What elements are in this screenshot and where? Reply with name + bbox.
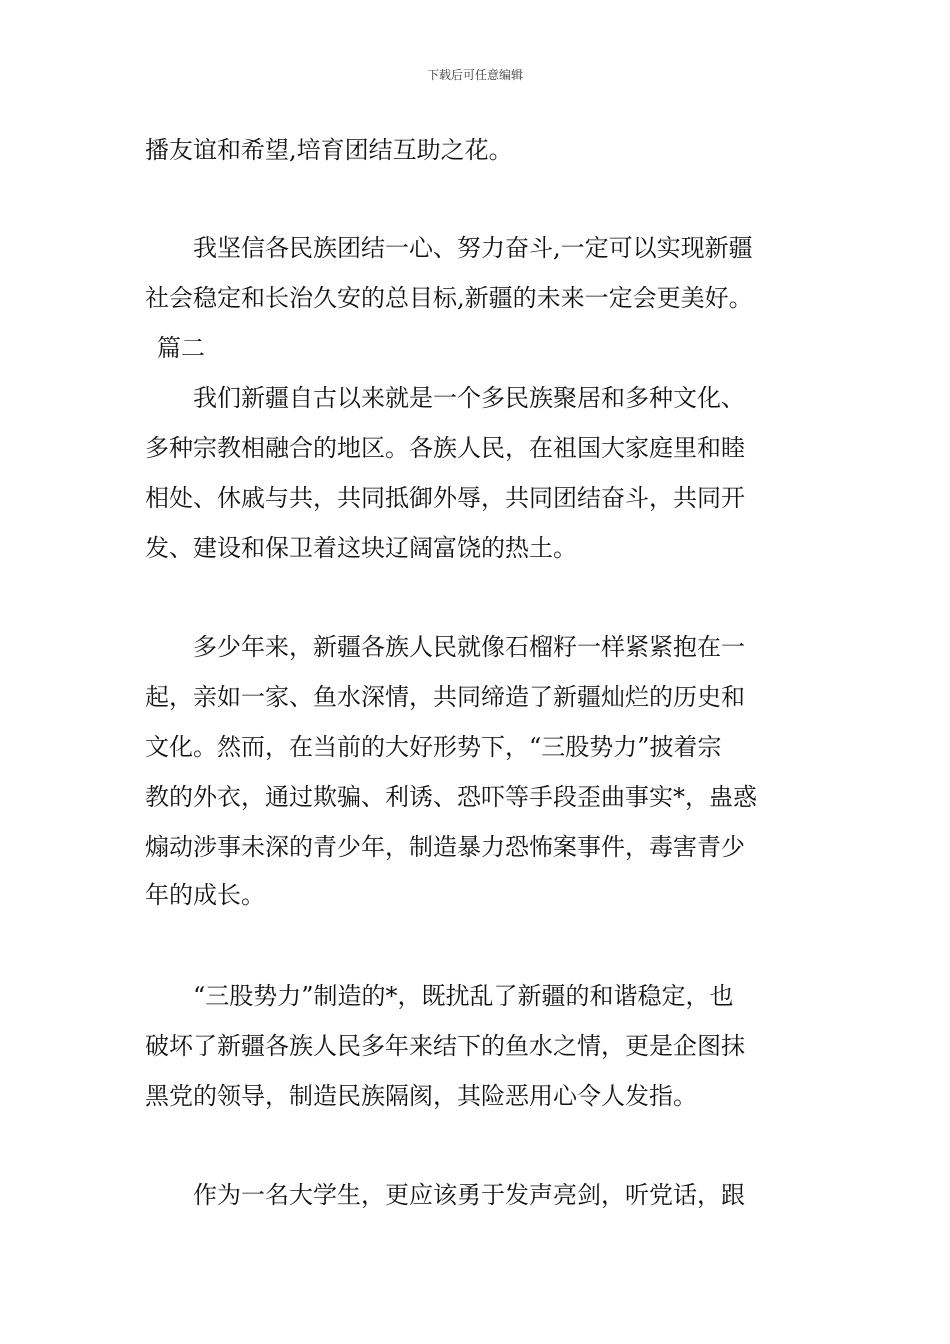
body-line: 播友谊和希望,培育团结互助之花。 [145,136,513,164]
body-line: 多种宗教相融合的地区。各族人民，在祖国大家庭里和睦 [145,434,745,462]
body-line: 破坏了新疆各族人民多年来结下的鱼水之情，更是企图抹 [145,1032,745,1060]
body-line: 年的成长。 [145,881,265,909]
body-line: 多少年来，新疆各族人民就像石榴籽一样紧紧抱在一 [145,633,745,661]
page-header-note: 下载后可任意编辑 [426,68,523,82]
body-line: 煽动涉事未深的青少年，制造暴力恐怖案事件，毒害青少 [145,833,745,861]
body-line: 文化。然而，在当前的大好形势下，“三股势力”披着宗 [145,733,722,761]
body-line: 黑党的领导，制造民族隔阂，其险恶用心令人发指。 [145,1082,697,1110]
body-line: 作为一名大学生，更应该勇于发声亮剑，听党话，跟 [145,1181,745,1209]
body-line: 社会稳定和长治久安的总目标,新疆的未来一定会更美好。 [145,284,753,312]
body-line: 起，亲如一家、鱼水深情，共同缔造了新疆灿烂的历史和 [145,683,745,711]
body-line: “三股势力”制造的*，既扰乱了新疆的和谐稳定，也 [145,982,734,1010]
body-line: 相处、休戚与共，共同抵御外辱，共同团结奋斗，共同开 [145,484,745,512]
body-line: 我们新疆自古以来就是一个多民族聚居和多种文化、 [145,384,745,412]
body-line: 我坚信各民族团结一心、努力奋斗,一定可以实现新疆 [145,234,753,262]
section-heading: 篇二 [157,334,205,362]
body-line: 教的外衣，通过欺骗、利诱、恐吓等手段歪曲事实*，蛊惑 [145,783,757,811]
body-line: 发、建设和保卫着这块辽阔富饶的热土。 [145,534,577,562]
